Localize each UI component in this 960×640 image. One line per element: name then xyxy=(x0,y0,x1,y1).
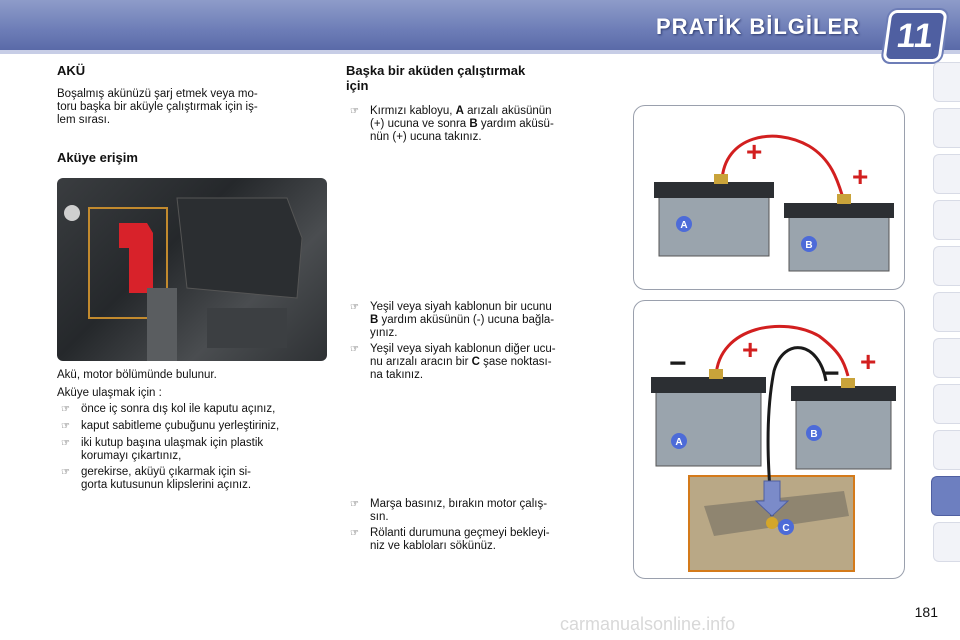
pointing-hand-icon: ☞ xyxy=(61,467,70,478)
list-item: ☞ Marşa basınız, bırakın motor çalış- sın. xyxy=(350,498,548,523)
access-text: Aküye ulaşmak için : xyxy=(57,387,162,399)
pointing-hand-icon: ☞ xyxy=(350,499,359,510)
label-b: B xyxy=(805,240,813,251)
label-a: A xyxy=(675,437,683,448)
plus-sign: + xyxy=(860,346,877,377)
jump-start-figure-full xyxy=(633,300,905,579)
list-item: ☞ iki kutup başına ulaşmak için plastik korumayı çıkartınız, xyxy=(61,437,264,462)
side-tab[interactable] xyxy=(933,108,960,148)
pointing-hand-icon: ☞ xyxy=(350,344,359,355)
side-tab-active[interactable] xyxy=(931,476,960,516)
battery-a xyxy=(651,369,766,466)
location-text: Akü, motor bölümünde bulunur. xyxy=(57,369,217,381)
list-item: ☞ Rölanti durumuna geçmeyi bekleyi- niz ve kabloları sökünüz. xyxy=(350,527,550,552)
battery-b xyxy=(784,194,894,271)
battery-b xyxy=(791,378,896,469)
minus-sign: − xyxy=(822,357,840,390)
list-item: ☞ Yeşil veya siyah kablonun diğer ucu- nu arızalı aracın bir C şase noktası- na takınız. xyxy=(350,343,556,381)
page-number: 181 xyxy=(914,604,938,620)
pointing-hand-icon: ☞ xyxy=(61,438,70,449)
chapter-title: PRATİK BİLGİLER xyxy=(655,14,860,39)
list-item: ☞ önce iç sonra dış kol ile kaputu açınız, xyxy=(61,403,276,415)
pointing-hand-icon: ☞ xyxy=(350,106,359,117)
plus-sign: + xyxy=(852,161,869,192)
intro-line: Boşalmış akünüzü şarj etmek veya mo- xyxy=(57,88,258,100)
side-tab[interactable] xyxy=(933,384,960,424)
battery-a xyxy=(654,174,774,256)
list-item: ☞ Kırmızı kabloyu, A arızalı aküsünün (+) ucuna ve sonra B yardım aküsü- nün (+) ucuna takınız. xyxy=(350,105,554,143)
side-tab[interactable] xyxy=(933,246,960,286)
side-tab[interactable] xyxy=(933,62,960,102)
side-tab[interactable] xyxy=(933,292,960,332)
side-tab[interactable] xyxy=(933,430,960,470)
list-item: ☞ gerekirse, aküyü çıkarmak için si- gorta kutusunun klipslerini açınız. xyxy=(61,466,252,491)
section-heading-jump-start-l2: için xyxy=(346,78,369,93)
intro-line: lem sırası. xyxy=(57,114,111,126)
chapter-side-tabs xyxy=(930,62,960,577)
label-c: C xyxy=(782,523,790,534)
engine-bay-photo xyxy=(57,178,327,361)
section-heading-battery: AKÜ xyxy=(57,63,86,78)
watermark: carmanualsonline.info xyxy=(560,614,736,634)
jump-start-figure-positive xyxy=(633,105,905,290)
header-strip xyxy=(0,50,960,54)
pointing-hand-icon: ☞ xyxy=(350,302,359,313)
side-tab[interactable] xyxy=(933,338,960,378)
plus-sign: + xyxy=(742,334,759,365)
side-tab[interactable] xyxy=(933,154,960,194)
section-heading-access: Aküye erişim xyxy=(57,150,138,165)
side-tab[interactable] xyxy=(933,200,960,240)
plus-sign: + xyxy=(746,136,763,167)
pointing-hand-icon: ☞ xyxy=(350,528,359,539)
pointing-hand-icon: ☞ xyxy=(61,404,70,415)
side-tab[interactable] xyxy=(933,522,960,562)
intro-line: toru başka bir aküyle çalıştırmak için iş- xyxy=(57,101,258,113)
list-item: ☞ Yeşil veya siyah kablonun bir ucunu B yardım aküsünün (-) ucuna bağla- yınız. xyxy=(350,301,555,339)
label-a: A xyxy=(680,220,688,231)
chapter-number-badge: 11 xyxy=(882,10,947,62)
label-b: B xyxy=(810,429,818,440)
section-heading-jump-start: Başka bir aküden çalıştırmak xyxy=(346,63,526,78)
minus-sign: − xyxy=(669,347,687,380)
pointing-hand-icon: ☞ xyxy=(61,421,70,432)
list-item: ☞ kaput sabitleme çubuğunu yerleştiriniz, xyxy=(61,420,280,432)
